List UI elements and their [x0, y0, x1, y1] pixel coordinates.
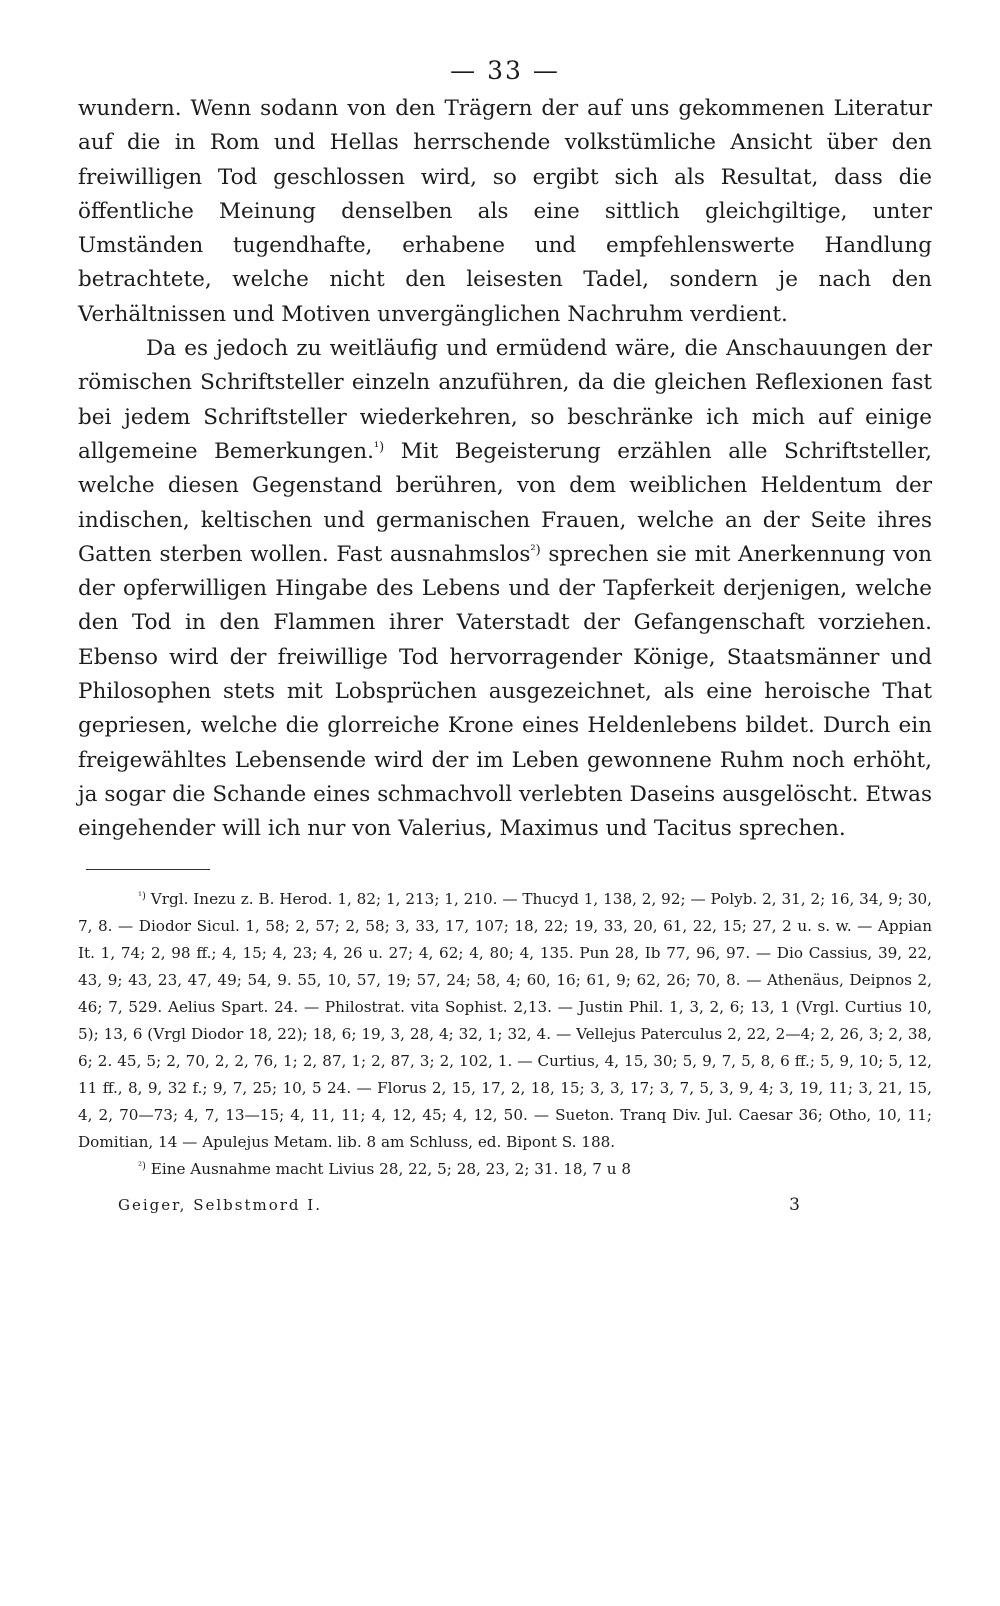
signature-line: [78, 1193, 932, 1217]
paragraph-1: wundern. Wenn sodann von den Trägern der auf uns gekommenen Literatur auf die in Rom und Hellas herrschende volkstümliche Ansicht über den freiwilligen Tod geschlossen wird, so ergibt sich als Resultat, dass die öffentliche Meinung denselben als eine sittlich gleichgiltige, unter Umständen tugendhafte, erhabene und empfehlenswerte Handlung betrachtete, welche nicht den leisesten Tadel, sondern je nach den Verhältnissen und Motiven unvergänglichen Nachruhm verdient.: [78, 96, 932, 327]
page-number-header: — 33 —: [450, 56, 560, 85]
paragraph-2: [78, 332, 932, 846]
footnote-ref-2: ²): [530, 542, 541, 558]
paragraph-2-text-1: Da es jedoch zu weitläufig und ermüdend wäre, die Anschauungen der römischen Schriftsteller einzeln anzuführen, da die gleichen Reflexionen fast bei jedem Schriftsteller wiederkehren, so beschränke ich mich auf einige allgemeine Bemerkungen.: [78, 336, 932, 464]
footnotes: [78, 886, 932, 1183]
footnote-2: [78, 1156, 932, 1183]
main-text: [78, 92, 932, 847]
footnote-1: [78, 886, 932, 1156]
footnote-separator: [86, 869, 210, 870]
signature-number: 3: [789, 1194, 800, 1215]
footnote-1-text: Vrgl. Inezu z. B. Herod. 1, 82; 1, 213; 1, 210. — Thucyd 1, 138, 2, 92; — Polyb. 2, 31, 2; 16, 34, 9; 30, 7, 8. — Diodor Sicul. 1, 58; 2, 57; 2, 58; 3, 33, 17, 107; 18, 22; 19, 33, 20, 61, 22, 15; 27, 2 u. s. w. — Appian It. 1, 74; 2, 98 ff.; 4, 15; 4, 23; 4, 26 u. 27; 4, 62; 4, 80; 4, 135. Pun 28, Ib 77, 96, 97. — Dio Cassius, 39, 22, 43, 9; 43, 23, 47, 49; 54, 9. 55, 10, 57, 19; 57, 24; 58, 4; 60, 16; 61, 9; 62, 26; 70, 8. — Athenäus, Deipnos 2, 46; 7, 529. Aelius Spart. 24. — Philostrat. vita Sophist. 2,13. — Justin Phil. 1, 3, 2, 6; 13, 1 (Vrgl. Curtius 10, 5); 13, 6 (Vrgl Diodor 18, 22); 18, 6; 19, 3, 28, 4; 32, 1; 32, 4. — Vellejus Paterculus 2, 22, 2—4; 2, 26, 3; 2, 38, 6; 2. 45, 5; 2, 70, 2, 2, 76, 1; 2, 87, 1; 2, 87, 3; 2, 102, 1. — Curtius, 4, 15, 30; 5, 9, 7, 5, 8, 6 ff.; 5, 9, 10; 5, 12, 11 ff., 8, 9, 32 f.; 9, 7, 25; 10, 5 24. — Florus 2, 15, 17, 2, 18, 15; 3, 3, 17; 3, 7, 5, 3, 9, 4; 3, 19, 11; 3, 21, 15, 4, 2, 70—73; 4, 7, 13—15; 4, 11, 11; 4, 12, 45; 4, 12, 50. — Sueton. Tranq Div. Jul. Caesar 36; Otho, 10, 11; Domitian, 14 — Apulejus Metam. lib. 8 am Schluss, ed. Bipont S. 188.: [78, 889, 932, 1151]
footnote-2-text: Eine Ausnahme macht Livius 28, 22, 5; 28, 23, 2; 31. 18, 7 u 8: [145, 1159, 631, 1178]
book-page: [78, 50, 932, 1217]
footnote-1-marker: ¹): [138, 890, 146, 902]
paragraph-2-text-3: sprechen sie mit Anerkennung von der opferwilligen Hingabe des Lebens und der Tapferkeit derjenigen, welche den Tod in den Flammen ihrer Vaterstadt der Gefangenschaft vorziehen. Ebenso wird der freiwillige Tod hervorragender Könige, Staatsmänner und Philosophen stets mit Lobsprüchen ausgezeichnet, als eine heroische That gepriesen, welche die glorreiche Krone eines Heldenlebens bildet. Durch ein freigewähltes Lebensende wird der im Leben gewonnene Ruhm noch erhöht, ja sogar die Schande eines schmachvoll verlebten Daseins ausgelöscht. Etwas eingehender will ich nur von Valerius, Maximus und Tacitus sprechen.: [78, 541, 932, 842]
signature-mark: Geiger, Selbstmord I.: [118, 1195, 322, 1214]
footnote-ref-1: ¹): [373, 439, 385, 455]
paragraph-2-text-2: Mit Begeisterung erzählen alle Schriftsteller, welche diesen Gegenstand berühren, von dem weiblichen Heldentum der indischen, keltischen und germanischen Frauen, welche an der Seite ihres Gatten sterben wollen. Fast ausnahmslos: [78, 438, 932, 567]
footnote-2-marker: ²): [138, 1160, 146, 1172]
